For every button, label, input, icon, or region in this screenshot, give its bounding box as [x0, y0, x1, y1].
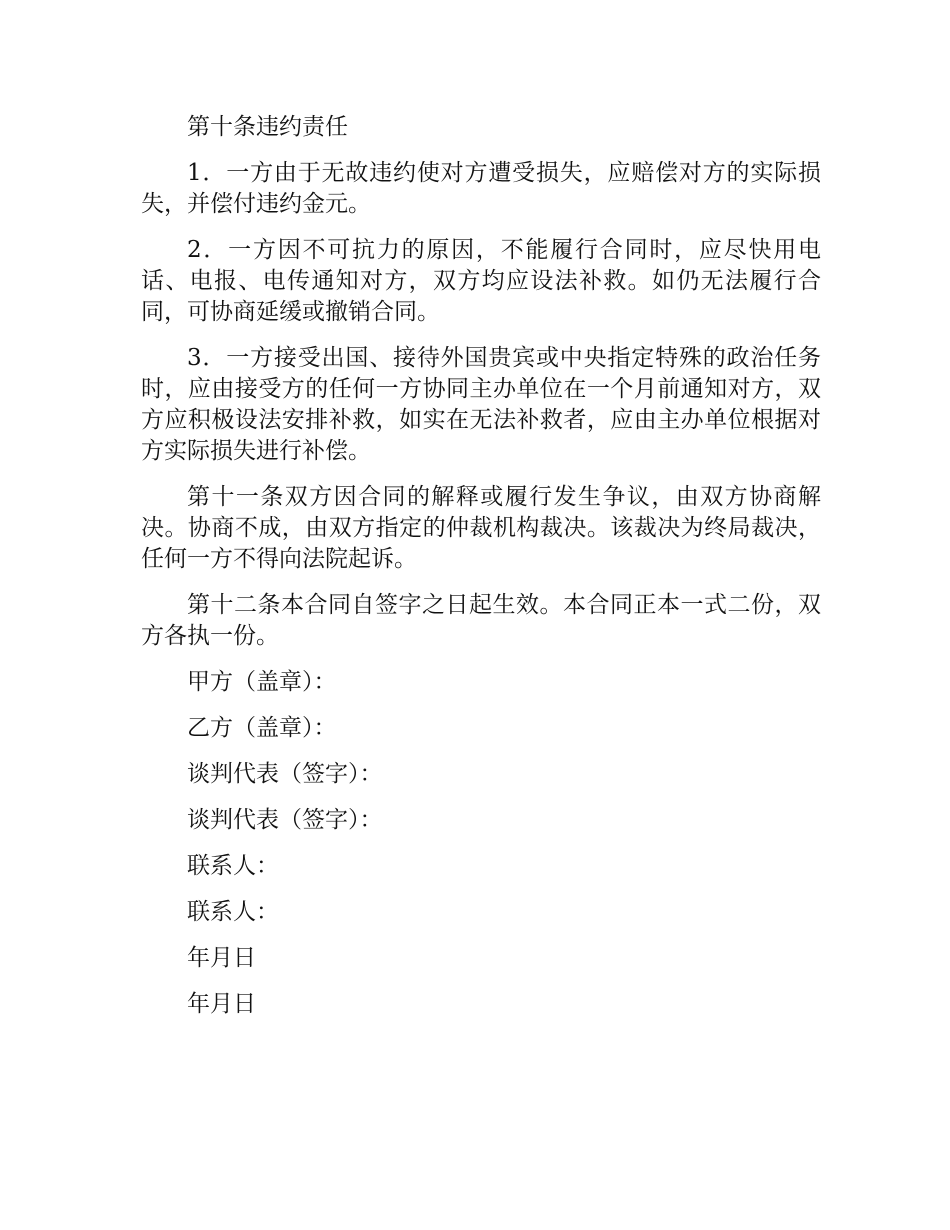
- party-a-date-line: 年月日: [187, 945, 256, 971]
- article-11-text: 第十一条双方因合同的解释或履行发生争议，由双方协商解决。协商不成，由双方指定的仲裁机构裁决。该裁决为终局裁决，任何一方不得向法院起诉。: [141, 484, 821, 572]
- party-b-date-line: 年月日: [187, 991, 256, 1017]
- party-b-seal-line: 乙方（盖章）：: [187, 715, 337, 741]
- article-10-clause-2: 2．一方因不可抗力的原因，不能履行合同时，应尽快用电话、电报、电传通知对方，双方均应设法补救。如仍无法履行合同，可协商延缓或撤销合同。: [141, 237, 821, 325]
- article-10-clause-1: 1．一方由于无故违约使对方遭受损失，应赔偿对方的实际损失，并偿付违约金元。: [141, 160, 821, 217]
- party-a-representative-line: 谈判代表（签字）：: [187, 761, 383, 787]
- article-10-clause-3: 3．一方接受出国、接待外国贵宾或中央指定特殊的政治任务时，应由接受方的任何一方协同主办单位在一个月前通知对方，双方应积极设法安排补救，如实在无法补救者，应由主办单位根据对方实际损失进行补偿。: [141, 345, 821, 464]
- party-a-contact-line: 联系人：: [187, 853, 279, 879]
- article-10-heading: 第十条违约责任: [187, 114, 348, 140]
- party-a-seal-line: 甲方（盖章）：: [187, 669, 337, 695]
- party-b-contact-line: 联系人：: [187, 899, 279, 925]
- signature-block: [141, 667, 821, 1035]
- article-12-text: 第十二条本合同自签字之日起生效。本合同正本一式二份，双方各执一份。: [141, 592, 821, 649]
- document-body: [141, 112, 821, 1035]
- party-b-representative-line: 谈判代表（签字）：: [187, 807, 383, 833]
